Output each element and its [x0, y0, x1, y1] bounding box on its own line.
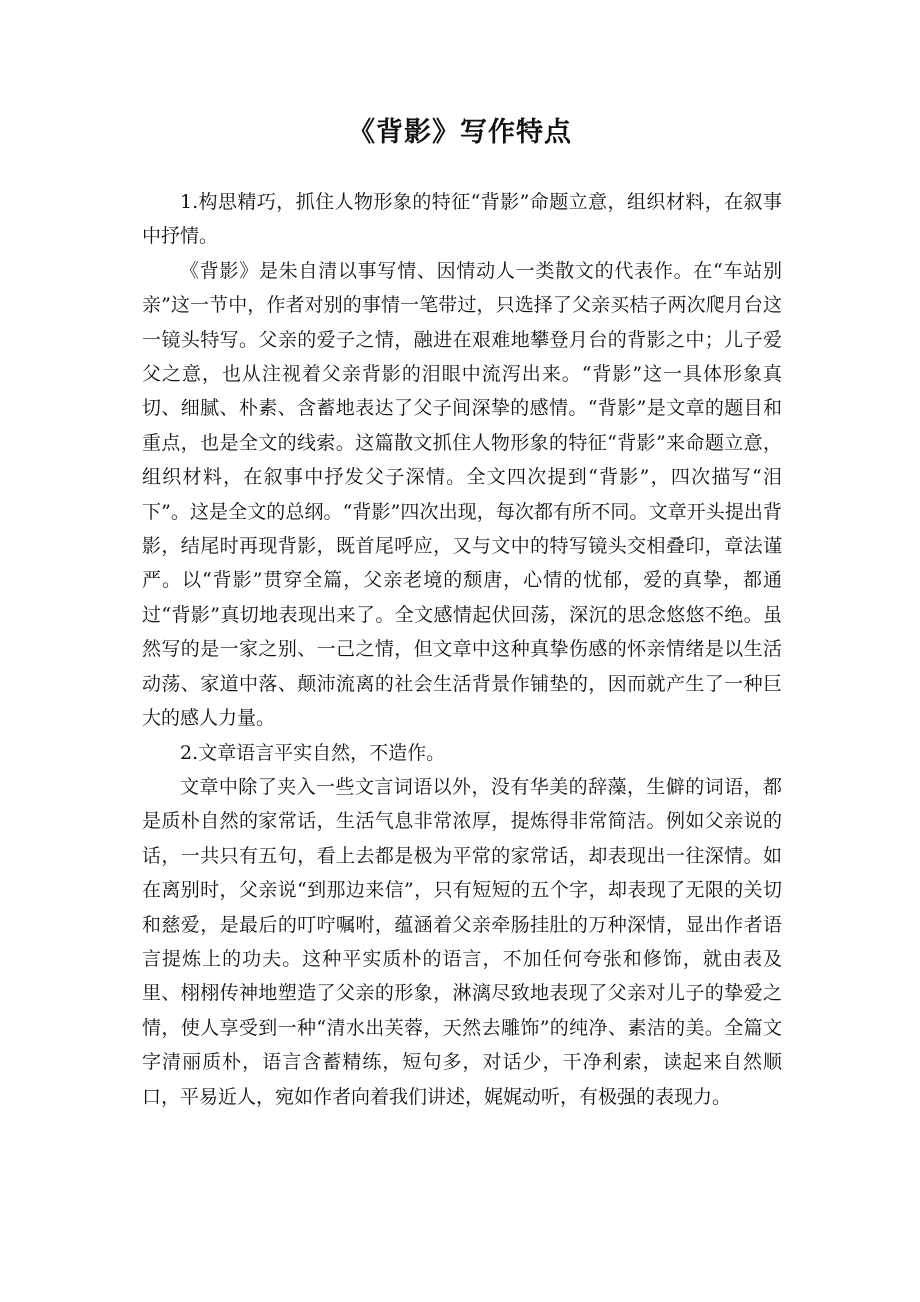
document-title: 《背影》写作特点 [348, 117, 572, 148]
document-body [142, 185, 782, 1114]
paragraph-point-2-heading: 2.文章语言平实自然，不造作。 [180, 741, 446, 764]
paragraph-point-1-heading: 1.构思精巧，抓住人物形象的特征“背影”命题立意，组织材料，在叙事中抒情。 [142, 191, 782, 248]
paragraph-point-2-body: 文章中除了夹入一些文言词语以外，没有华美的辞藻，生僻的词语，都是质朴自然的家常话，生活气息非常浓厚，提炼得非常简洁。例如父亲说的话，一共只有五句，看上去都是极为平常的家常话，却表现出一往深情。如在离别时，父亲说“到那边来信”，只有短短的五个字，却表现了无限的关切和慈爱，是最后的叮咛嘱咐，蕴涵着父亲牵肠挂肚的万种深情，显出作者语言提炼上的功夫。这种平实质朴的语言，不加任何夸张和修饰，就由表及里、栩栩传神地塑造了父亲的形象，淋漓尽致地表现了父亲对儿子的挚爱之情，使人享受到一种“清水出芙蓉，天然去雕饰”的纯净、素洁的美。全篇文字清丽质朴，语言含蓄精练，短句多，对话少，干净利索，读起来自然顺口，平易近人，宛如作者向着我们讲述，娓娓动听，有极强的表现力。 [142, 775, 782, 1108]
paragraph-point-1-body: 《背影》是朱自清以事写情、因情动人一类散文的代表作。在“车站别亲”这一节中，作者对别的事情一笔带过，只选择了父亲买桔子两次爬月台这一镜头特写。父亲的爱子之情，融进在艰难地攀登月台的背影之中；儿子爱父之意，也从注视着父亲背影的泪眼中流泻出来。“背影”这一具体形象真切、细腻、朴素、含蓄地表达了父子间深挚的感情。“背影”是文章的题目和重点，也是全文的线索。这篇散文抓住人物形象的特征“背影”来命题立意，组织材料，在叙事中抒发父子深情。全文四次提到“背影”，四次描写“泪下”。这是全文的总纲。“背影”四次出现，每次都有所不同。文章开头提出背影，结尾时再现背影，既首尾呼应，又与文中的特写镜头交相叠印，章法谨严。以“背影”贯穿全篇，父亲老境的颓唐，心情的忧郁，爱的真挚，都通过“背影”真切地表现出来了。全文感情起伏回荡，深沉的思念悠悠不绝。虽然写的是一家之别、一己之情，但文章中这种真挚伤感的怀亲情绪是以生活动荡、家道中落、颠沛流离的社会生活背景作铺垫的，因而就产生了一种巨大的感人力量。 [142, 259, 782, 730]
